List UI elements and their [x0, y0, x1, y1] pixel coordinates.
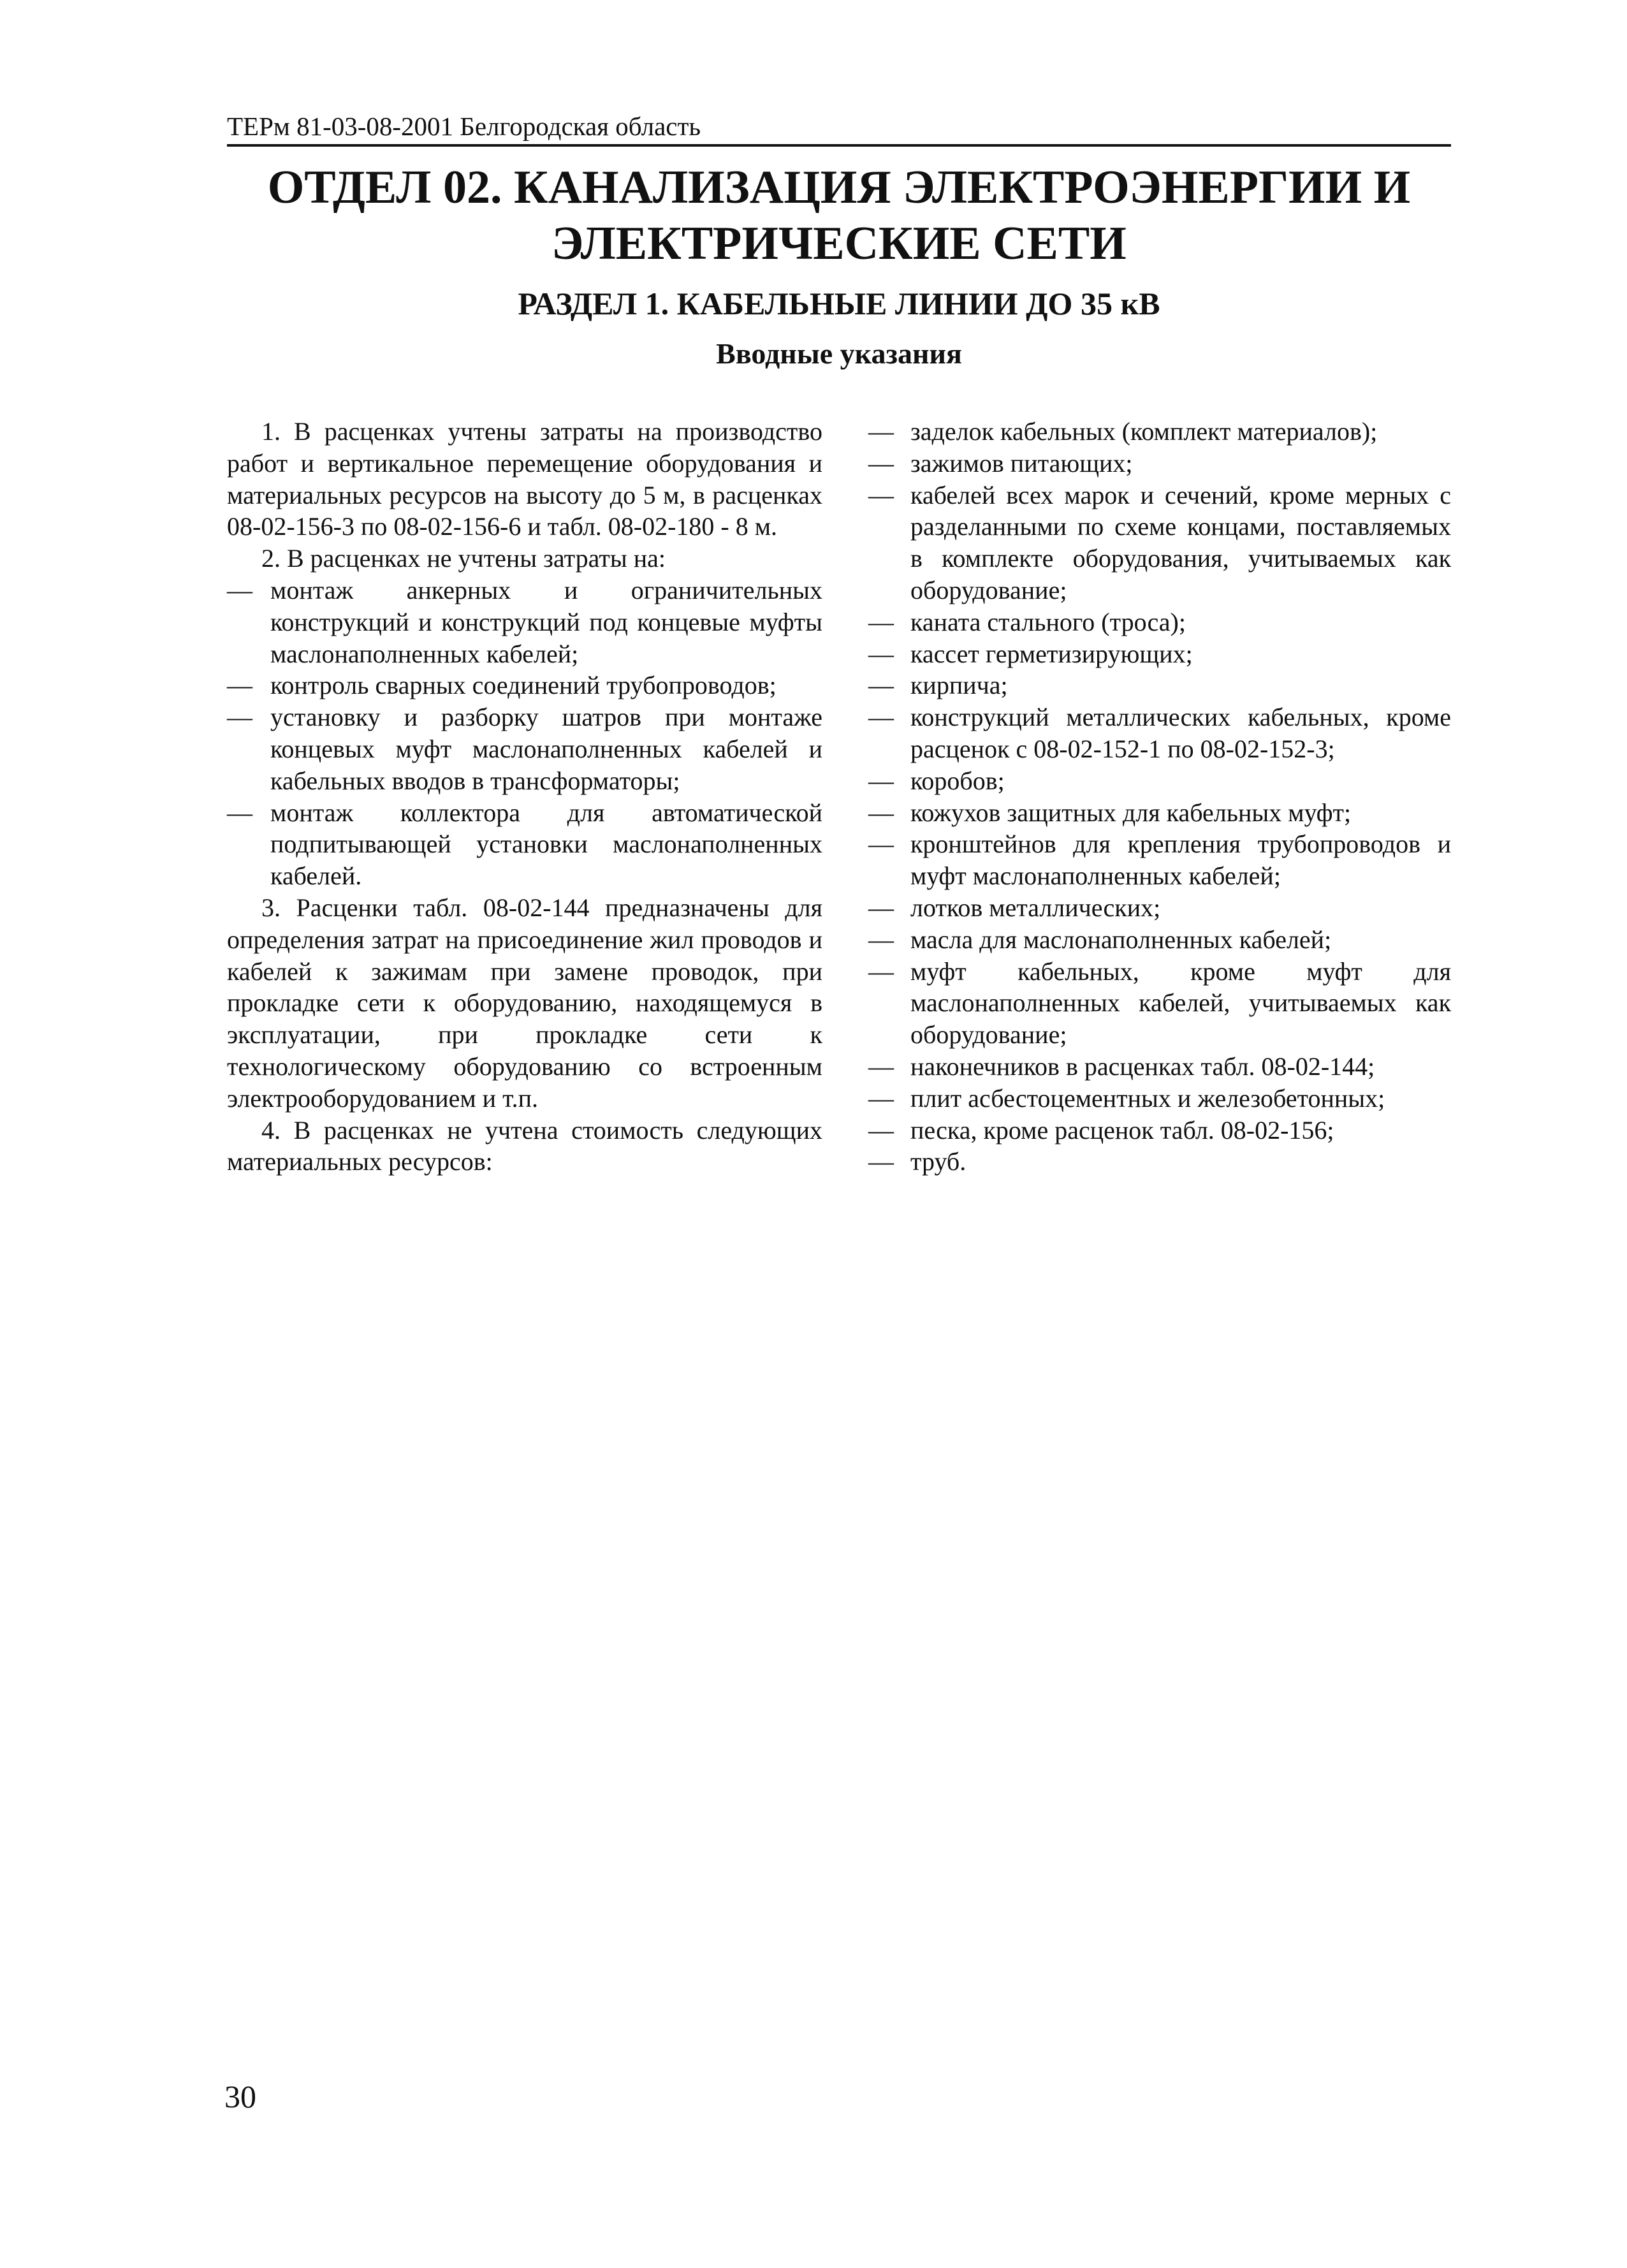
list-item: — установку и разборку шатров при монтаже концевых муфт маслонаполненных кабелей и кабельных вводов в трансформаторы; — [227, 701, 822, 796]
right-column — [868, 416, 1451, 1178]
list-item: — контроль сварных соединений трубопроводов; — [227, 669, 822, 701]
running-head: ТЕРм 81-03-08-2001 Белгородская область — [227, 110, 1451, 147]
division-title — [227, 159, 1451, 272]
list-item: — кронштейнов для крепления трубопроводов и муфт маслонаполненных кабелей; — [868, 828, 1451, 892]
left-column — [227, 416, 822, 1178]
list-item: — конструкций металлических кабельных, кроме расценок с 08-02-152-1 по 08-02-152-3; — [868, 701, 1451, 765]
paragraph-3: 3. Расценки табл. 08-02-144 предназначены для определения затрат на присоединение жил проводов и кабелей к зажимам при замене проводок, при прокладке сети к оборудованию, находящемуся в эксплуатации, при прокладке сети к технологическому оборудованию со встроенным электрооборудованием и т.п. — [227, 893, 822, 1113]
list-item: — наконечников в расценках табл. 08-02-144; — [868, 1051, 1451, 1083]
paragraph-4: 4. В расценках не учтена стоимость следующих материальных ресурсов: — [227, 1115, 822, 1176]
section-title: РАЗДЕЛ 1. КАБЕЛЬНЫЕ ЛИНИИ ДО 35 кВ — [518, 286, 1160, 321]
paragraph-2: 2. В расценках не учтены затраты на: — [261, 544, 666, 573]
list-item: — кирпича; — [868, 669, 1451, 701]
list-item: — кабелей всех марок и сечений, кроме мерных с разделанными по схеме концами, поставляемых в комплекте оборудования, учитываемых как оборудование; — [868, 479, 1451, 606]
list-item: — кожухов защитных для кабельных муфт; — [868, 797, 1451, 829]
list-item: — масла для маслонаполненных кабелей; — [868, 924, 1451, 956]
list-item: — коробов; — [868, 765, 1451, 797]
list-item: — зажимов питающих; — [868, 448, 1451, 479]
list-item: — заделок кабельных (комплект материалов); — [868, 416, 1451, 448]
list-item: — монтаж коллектора для автоматической подпитывающей установки маслонаполненных кабелей. — [227, 797, 822, 892]
division-title-line-1: ОТДЕЛ 02. КАНАЛИЗАЦИЯ ЭЛЕКТРОЭНЕРГИИ И — [267, 161, 1411, 214]
paragraph-1: 1. В расценках учтены затраты на производство работ и вертикальное перемещение оборудования и материальных ресурсов на высоту до 5 м, в расценках 08-02-156-3 по 08-02-156-6 и табл. 08-02-180 - 8 м. — [227, 417, 822, 541]
division-title-line-2: ЭЛЕКТРИЧЕСКИЕ СЕТИ — [551, 217, 1127, 270]
page-number: 30 — [224, 2079, 256, 2114]
list-item: — муфт кабельных, кроме муфт для маслонаполненных кабелей, учитываемых как оборудование; — [868, 956, 1451, 1051]
list-item: — кассет герметизирующих; — [868, 638, 1451, 670]
list-item: — лотков металлических; — [868, 892, 1451, 924]
list-item: — каната стального (троса); — [868, 606, 1451, 638]
list-item: — песка, кроме расценок табл. 08-02-156; — [868, 1115, 1451, 1146]
intro-heading: Вводные указания — [716, 337, 962, 370]
list-item: — плит асбестоцементных и железобетонных; — [868, 1083, 1451, 1115]
list-item: — труб. — [868, 1146, 1451, 1178]
list-item: — монтаж анкерных и ограничительных конструкций и конструкций под концевые муфты маслонаполненных кабелей; — [227, 574, 822, 669]
